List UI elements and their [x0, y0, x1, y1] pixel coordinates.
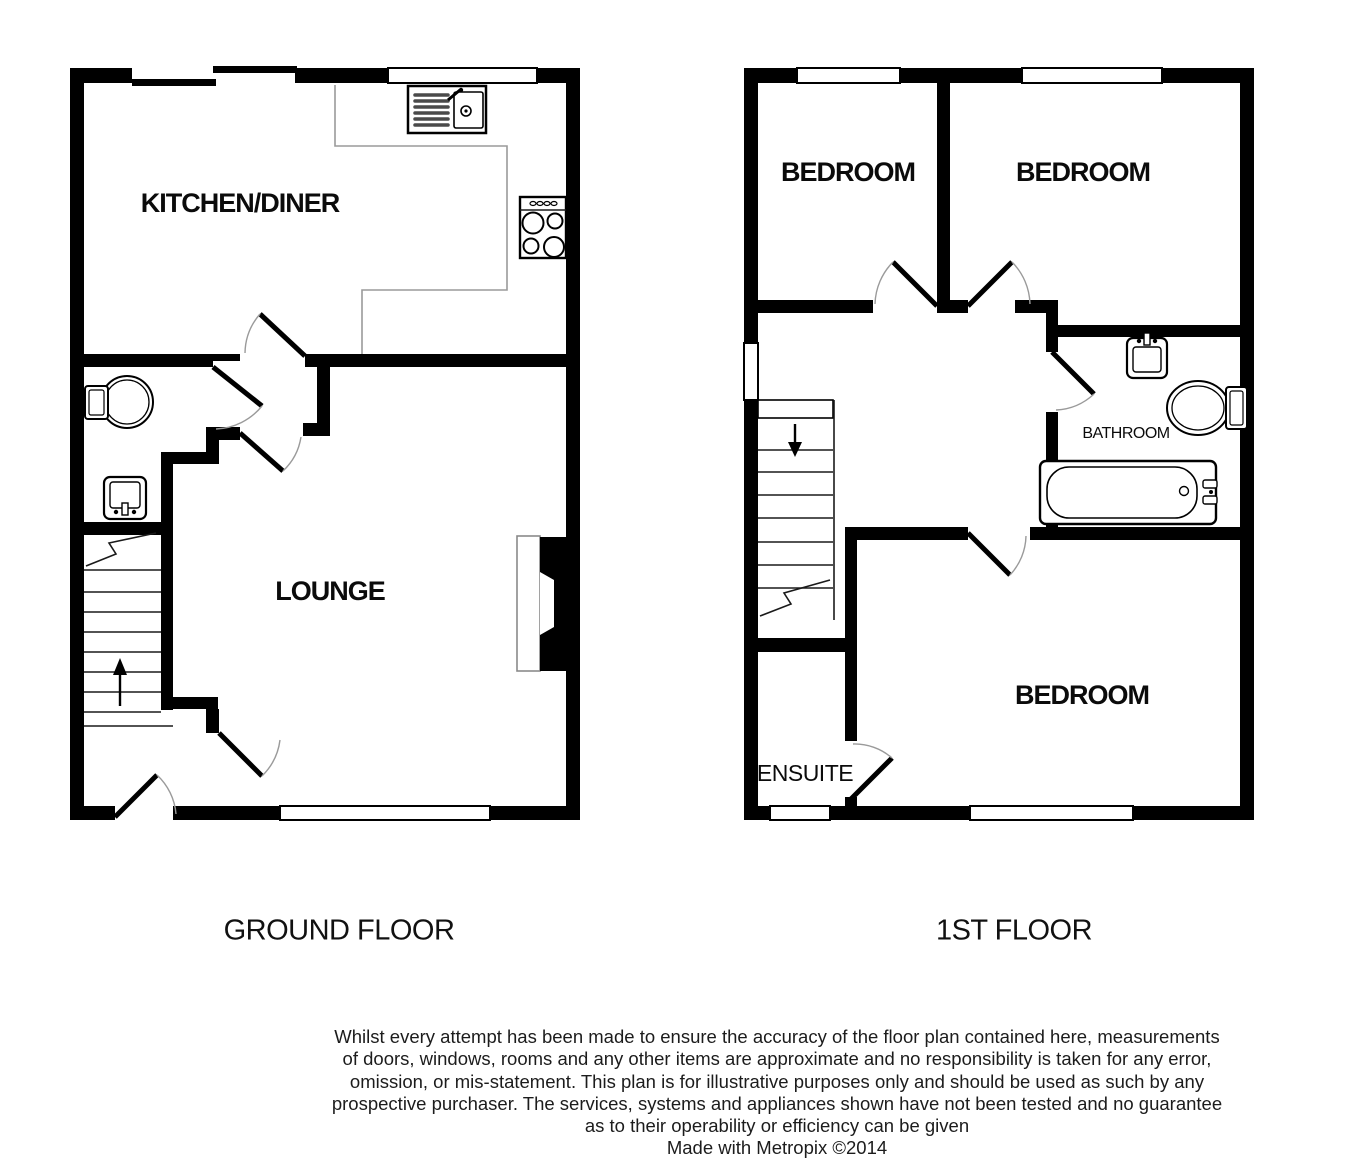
- stairs-down-arrow-icon: [788, 424, 802, 457]
- floor-plan-first: [744, 68, 1254, 820]
- ground-outer-walls: [70, 66, 580, 820]
- bathroom-door-icon: [1052, 352, 1094, 410]
- bedroom3-window-icon: [970, 806, 1133, 820]
- disclaimer-line: omission, or mis-statement. This plan is for illustrative purposes only and should be used as such by any: [349, 1070, 1205, 1092]
- cooker-hob-icon: [520, 197, 566, 258]
- staircase-up-icon: [84, 533, 173, 726]
- bathroom-label: BATHROOM: [1082, 425, 1170, 442]
- staircase-down-icon: [758, 400, 834, 620]
- landing-window-icon: [744, 343, 758, 400]
- toilet-icon: [85, 376, 153, 428]
- disclaimer-line: of doors, windows, rooms and any other items are approximate and no responsibility is taken for any error,: [342, 1048, 1212, 1070]
- front-door-icon: [115, 775, 176, 817]
- bathroom-toilet-icon: [1167, 381, 1247, 435]
- metropix-credit: Made with Metropix ©2014: [666, 1137, 888, 1159]
- kitchen-diner-label: KITCHEN/DINER: [140, 188, 340, 218]
- bedroom2-window-icon: [1022, 68, 1162, 83]
- disclaimer-text: [180, 1026, 1350, 1160]
- kitchen-sink-icon: [408, 86, 486, 133]
- disclaimer-line: prospective purchaser. The services, systems and appliances shown have not been tested and no guarantee: [331, 1092, 1223, 1114]
- lounge-label: LOUNGE: [275, 576, 385, 606]
- bath-tub-icon: [1040, 461, 1217, 524]
- disclaimer-line: Whilst every attempt has been made to ensure the accuracy of the floor plan contained here, measurements: [334, 1026, 1220, 1047]
- kitchen-window-icon: [388, 68, 537, 83]
- floor-plan-ground: [70, 66, 580, 820]
- bedroom1-label: BEDROOM: [781, 157, 915, 187]
- bedroom1-window-icon: [797, 68, 900, 83]
- hand-basin-icon: [104, 477, 146, 519]
- first-interior-walls: [744, 83, 1240, 806]
- ensuite-label: ENSUITE: [756, 760, 854, 786]
- stairs-up-arrow-icon: [113, 658, 127, 706]
- kitchen-door-icon: [245, 314, 305, 356]
- bedroom3-door-icon: [968, 533, 1026, 575]
- bedroom2-label: BEDROOM: [1016, 157, 1150, 187]
- ensuite-window-icon: [770, 806, 830, 820]
- bedroom2-door-icon: [968, 262, 1030, 306]
- hall-door-icon: [219, 733, 280, 776]
- lounge-window-icon: [280, 806, 490, 820]
- bedroom1-door-icon: [875, 262, 937, 306]
- ground-windows: [280, 68, 537, 820]
- fireplace-icon: [517, 536, 566, 671]
- bedroom3-label: BEDROOM: [1015, 680, 1149, 710]
- bathroom-basin-icon: [1127, 333, 1167, 378]
- lounge-door-icon: [240, 433, 301, 471]
- disclaimer-line: as to their operability or efficiency can be given: [584, 1115, 970, 1137]
- ground-floor-title: GROUND FLOOR: [223, 914, 455, 947]
- wc-door-icon: [213, 367, 262, 429]
- ensuite-door-icon: [851, 744, 892, 799]
- first-floor-title: 1ST FLOOR: [935, 914, 1093, 947]
